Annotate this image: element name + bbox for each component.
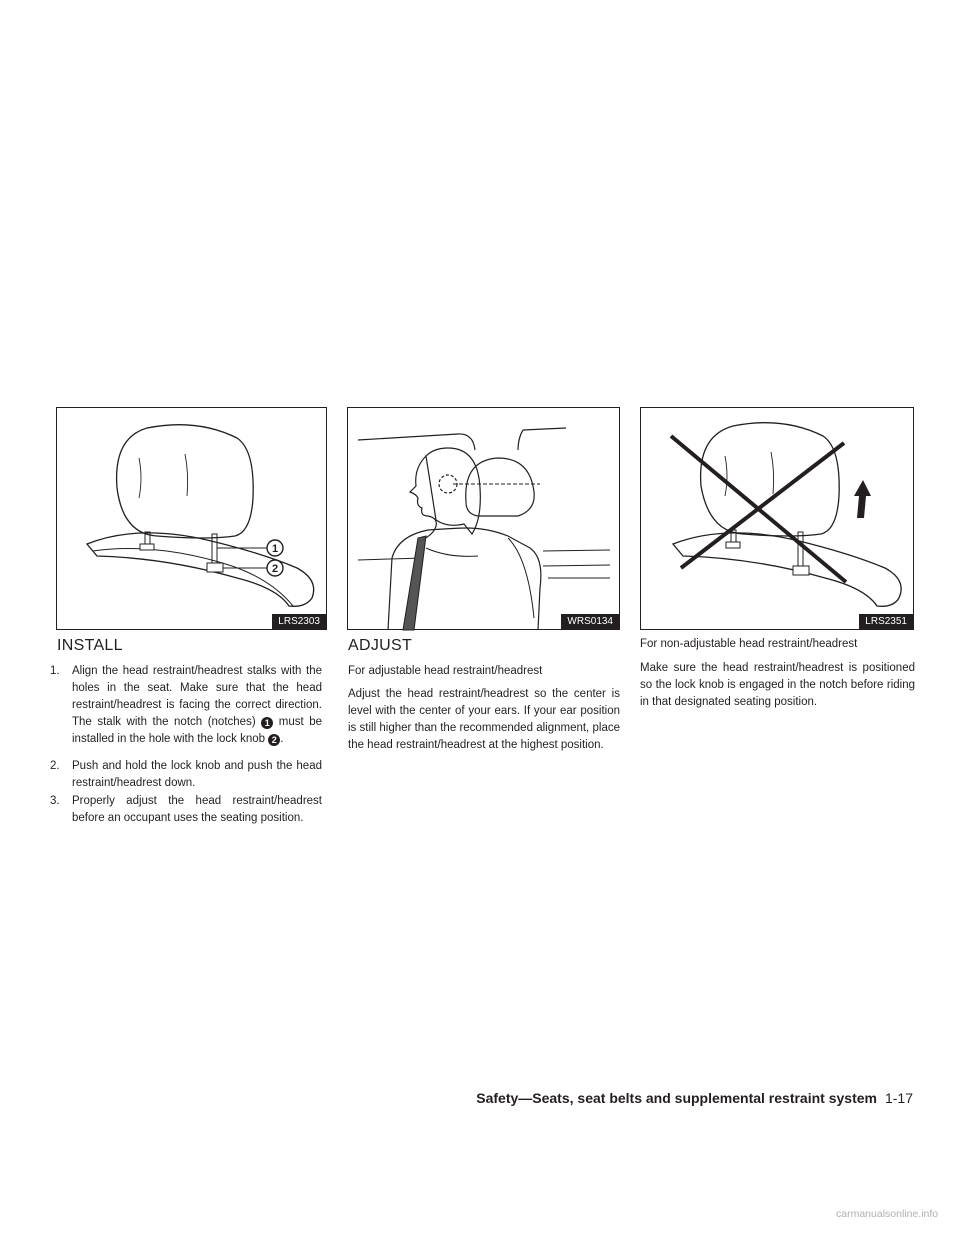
nonadjust-subtitle: For non-adjustable head restraint/headrest — [640, 638, 858, 650]
callout-2-label: 2 — [271, 563, 279, 575]
figure-code: WRS0134 — [561, 614, 619, 629]
headrest-prohibited-illustration — [641, 408, 915, 631]
step-number: 1. — [50, 665, 60, 677]
figure-adjust — [347, 407, 620, 630]
adjust-body: Adjust the head restraint/headrest so the center is level with the center of your ears. If your ear position is still higher than the recommended alignment, place the head restraint/headrest at the highest position. — [348, 688, 620, 751]
adjust-subtitle: For adjustable head restraint/headrest — [348, 665, 543, 677]
watermark: carmanualsonline.info — [836, 1208, 939, 1220]
install-heading: INSTALL — [57, 637, 123, 654]
figure-install — [56, 407, 327, 630]
up-arrow-icon — [854, 480, 871, 518]
adjust-heading: ADJUST — [348, 637, 413, 654]
install-step-1: 1. Align the head restraint/headrest stalks with the holes in the seat. Make sure that the head restraint/headrest is facing the correct direction. The stalk with the notch (notches) 1 must be installed in the hole with the lock knob 2 . — [50, 665, 322, 745]
step-number: 3. — [50, 795, 60, 807]
figure-nonadjust — [640, 407, 914, 630]
callout-1-label: 1 — [271, 543, 279, 555]
figure-code: LRS2303 — [272, 614, 326, 629]
nonadjust-body: Make sure the head restraint/headrest is positioned so the lock knob is engaged in the notch before riding in that designated seating position. — [640, 662, 915, 708]
callout-2-ref: 2 — [268, 734, 280, 746]
install-step-2: 2. Push and hold the lock knob and push the head restraint/headrest down. — [50, 760, 322, 789]
figure-code: LRS2351 — [859, 614, 913, 629]
occupant-illustration — [348, 408, 621, 631]
step-number: 2. — [50, 760, 60, 772]
headrest-install-illustration — [57, 408, 328, 631]
footer-section-title: Safety—Seats, seat belts and supplemental restraint system — [476, 1090, 877, 1106]
page-number: 1-17 — [884, 1090, 913, 1106]
page-footer — [433, 1090, 913, 1106]
callout-1-ref: 1 — [261, 717, 273, 729]
install-step-3: 3. Properly adjust the head restraint/headrest before an occupant uses the seating position. — [50, 795, 322, 824]
